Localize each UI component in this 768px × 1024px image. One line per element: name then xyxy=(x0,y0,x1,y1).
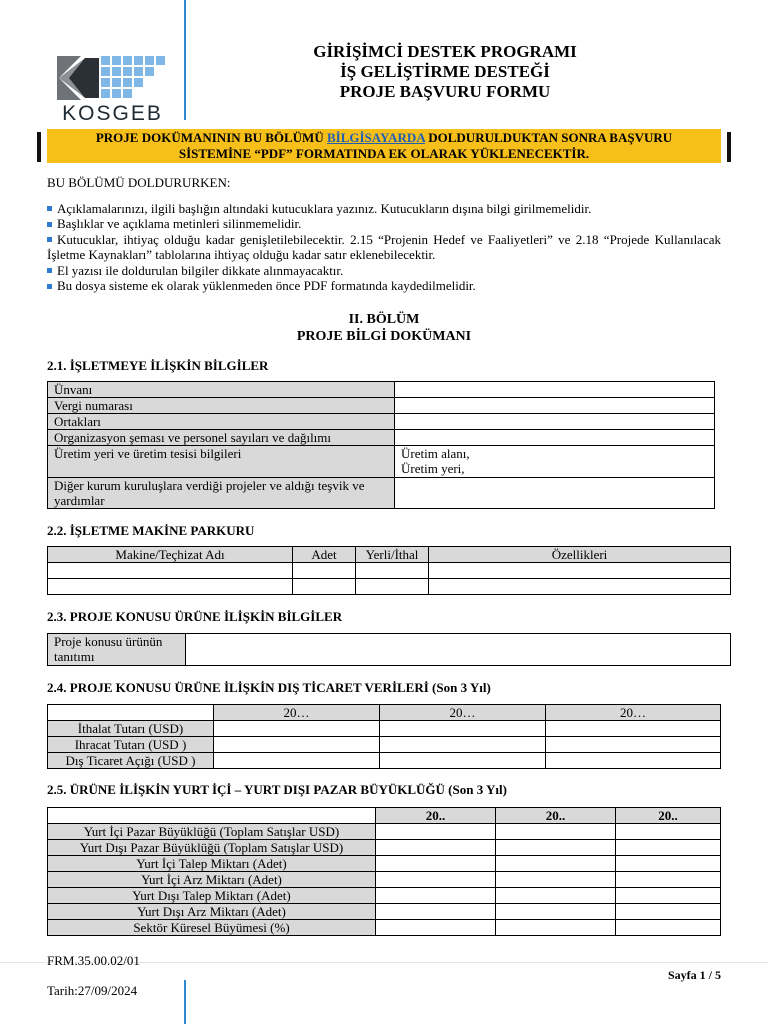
table-row: Yurt Dışı Arz Miktarı (Adet) xyxy=(48,904,721,920)
title-field[interactable] xyxy=(395,382,715,398)
instruction-banner xyxy=(47,129,721,163)
kosgeb-logo xyxy=(55,54,170,126)
footer-divider-line xyxy=(184,980,186,1024)
table-header-row: 20… 20… 20… xyxy=(48,705,721,721)
bullet-icon xyxy=(47,237,52,242)
table-row: Ihracat Tutarı (USD ) xyxy=(48,737,721,753)
bullet-icon xyxy=(47,284,52,289)
table-row: Ünvanı xyxy=(48,382,715,398)
list-item: Açıklamalarınızı, ilgili başlığın altındaki kutucuklara yazınız. Kutucukların dışına bilgi girilmemelidir. xyxy=(47,201,721,217)
list-item: Başlıklar ve açıklama metinleri silinmemelidir. xyxy=(47,216,721,232)
program-title: GİRİŞİMCİ DESTEK PROGRAMI xyxy=(313,42,577,61)
banner-text-1: PROJE DOKÜMANININ BU BÖLÜMÜ xyxy=(95,130,327,145)
table-row: Sektör Küresel Büyümesi (%) xyxy=(48,920,721,936)
list-item: Kutucuklar, ihtiyaç olduğu kadar genişletilebilecektir. 2.15 “Projenin Hedef ve Faaliyetleri” ve 2.18 “Projede Kullanılacak İşletme Kaynakları” tablolarına ihtiyaç olduğu kadar satır eklenebilecektir. xyxy=(47,231,721,262)
banner-text-2: DOLDURULDUKTAN SONRA BAŞVURU xyxy=(425,130,673,145)
bullet-icon xyxy=(47,268,52,273)
part-title: II. BÖLÜM PROJE BİLGİ DOKÜMANI xyxy=(296,312,472,344)
tax-number-field[interactable] xyxy=(395,398,715,414)
bullet-icon xyxy=(47,206,52,211)
form-title-block xyxy=(250,42,640,102)
organization-field[interactable] xyxy=(395,430,715,446)
banner-right-bar xyxy=(727,132,731,162)
form-title: PROJE BAŞVURU FORMU xyxy=(339,82,551,101)
product-info-table xyxy=(47,633,731,666)
list-item: El yazısı ile doldurulan bilgiler dikkate alınmayacaktır. xyxy=(47,263,721,279)
banner-text-3: SİSTEMİNE “PDF” FORMATINDA EK OLARAK YÜKLENECEKTİR. xyxy=(178,146,590,161)
table-row: Ortakları xyxy=(48,414,715,430)
table-row: Yurt Dışı Pazar Büyüklüğü (Toplam Satışlar USD) xyxy=(48,840,721,856)
table-row: Üretim yeri ve üretim tesisi bilgileri Üretim alanı, Üretim yeri, xyxy=(48,446,715,478)
logo-wordmark: KOSGEB xyxy=(62,102,163,125)
foreign-trade-table xyxy=(47,704,721,769)
section-2-1-heading: 2.1. İŞLETMEYE İLİŞKİN BİLGİLER xyxy=(47,358,269,373)
form-date: Tarih:27/09/2024 xyxy=(47,983,138,998)
table-row: İthalat Tutarı (USD) xyxy=(48,721,721,737)
table-row: Yurt İçi Arz Miktarı (Adet) xyxy=(48,872,721,888)
section-2-4-heading: 2.4. PROJE KONUSU ÜRÜNE İLİŞKİN DIŞ TİCARET VERİLERİ (Son 3 Yıl) xyxy=(47,680,491,695)
page-number: Sayfa 1 / 5 xyxy=(667,968,721,982)
instructions-list xyxy=(47,201,721,294)
table-header-row: Makine/Teçhizat Adı Adet Yerli/İthal Özellikleri xyxy=(48,547,731,563)
table-row: Yurt Dışı Talep Miktarı (Adet) xyxy=(48,888,721,904)
table-row xyxy=(48,563,731,579)
table-row: Organizasyon şeması ve personel sayıları ve dağılımı xyxy=(48,430,715,446)
table-row: Dış Ticaret Açığı (USD ) xyxy=(48,753,721,769)
table-row xyxy=(48,579,731,595)
header-divider-line xyxy=(184,0,186,120)
banner-link[interactable]: BİLGİSAYARDA xyxy=(326,130,425,145)
section-2-2-heading: 2.2. İŞLETME MAKİNE PARKURU xyxy=(47,523,255,538)
business-info-table xyxy=(47,381,715,509)
partners-field[interactable] xyxy=(395,414,715,430)
incentives-field[interactable] xyxy=(395,478,715,509)
table-row: Diğer kurum kuruluşlara verdiği projeler ve aldığı teşvik ve yardımlar xyxy=(48,478,715,509)
machine-park-table xyxy=(47,546,731,595)
table-header-row: 20.. 20.. 20.. xyxy=(48,808,721,824)
support-title: İŞ GELİŞTİRME DESTEĞİ xyxy=(340,62,550,81)
list-item: Bu dosya sisteme ek olarak yüklenmeden önce PDF formatında kaydedilmelidir. xyxy=(47,278,721,294)
market-size-table xyxy=(47,807,721,936)
banner-left-bar xyxy=(37,132,41,162)
instructions-lead: BU BÖLÜMÜ DOLDURURKEN: xyxy=(47,175,231,190)
table-row: Yurt İçi Pazar Büyüklüğü (Toplam Satışlar USD) xyxy=(48,824,721,840)
table-row: Vergi numarası xyxy=(48,398,715,414)
table-row: Proje konusu ürünün tanıtımı xyxy=(48,634,731,666)
form-number: FRM.35.00.02/01 xyxy=(47,953,140,968)
product-description-field[interactable] xyxy=(186,634,731,666)
production-site-field[interactable]: Üretim alanı, Üretim yeri, xyxy=(395,446,715,478)
instructions xyxy=(47,175,721,294)
bullet-icon xyxy=(47,222,52,227)
section-2-5-heading: 2.5. ÜRÜNE İLİŞKİN YURT İÇİ – YURT DIŞI PAZAR BÜYÜKLÜĞÜ (Son 3 Yıl) xyxy=(47,782,507,797)
table-row: Yurt İçi Talep Miktarı (Adet) xyxy=(48,856,721,872)
logo-mark-icon xyxy=(55,54,170,102)
section-2-3-heading: 2.3. PROJE KONUSU ÜRÜNE İLİŞKİN BİLGİLER xyxy=(47,609,343,624)
